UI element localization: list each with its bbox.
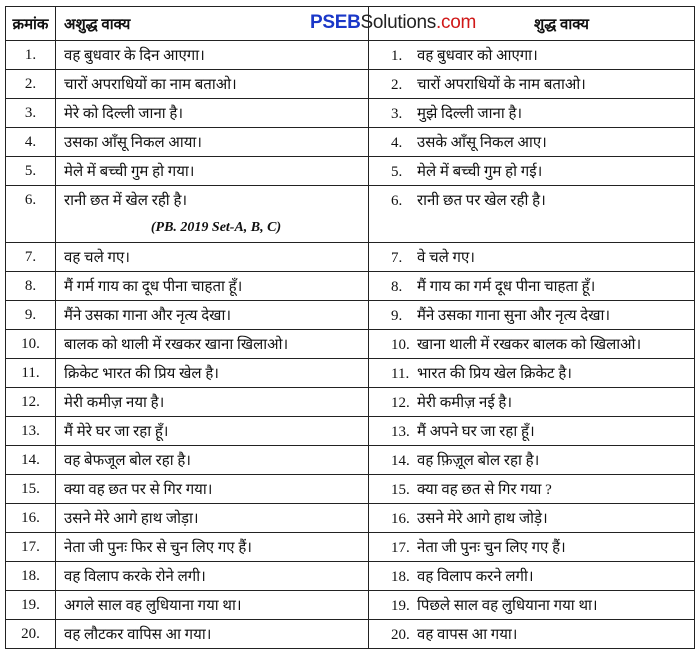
correct-sentence-text: उसके आँसू निकल आए। [417, 135, 547, 151]
correct-sentence-text: पिछले साल वह लुधियाना गया था। [417, 598, 598, 614]
incorrect-sentence: क्रिकेट भारत की प्रिय खेल है। [56, 359, 369, 388]
correct-serial-number: 1. [391, 48, 403, 64]
correct-sentence-text: चारों अपराधियों के नाम बताओ। [417, 77, 586, 93]
header-correct: शुद्ध वाक्य [369, 7, 695, 41]
correct-sentence [369, 157, 695, 186]
watermark-logo [310, 12, 476, 34]
incorrect-sentence: नेता जी पुनः फिर से चुन लिए गए हैं। [56, 533, 369, 562]
table-row [6, 301, 695, 330]
table-row [6, 620, 695, 649]
incorrect-sentence: वह विलाप करके रोने लगी। [56, 562, 369, 591]
correct-sentence-text: मुझे दिल्ली जाना है। [417, 106, 523, 122]
correct-serial-number: 20. [391, 627, 410, 643]
correct-sentence [369, 272, 695, 301]
correct-serial-number: 7. [391, 250, 403, 266]
empty-cell [369, 214, 695, 243]
table-row [6, 533, 695, 562]
correct-serial-number: 4. [391, 135, 403, 151]
serial-number: 12. [6, 388, 56, 417]
watermark-name: Solutions [360, 12, 437, 33]
correct-sentence-text: मैं अपने घर जा रहा हूँ। [417, 424, 535, 440]
serial-number: 10. [6, 330, 56, 359]
table-row [6, 591, 695, 620]
correct-sentence [369, 41, 695, 70]
source-note-row [6, 214, 695, 243]
correct-sentence-text: भारत की प्रिय खेल क्रिकेट है। [417, 366, 572, 382]
incorrect-sentence: वह बुधवार के दिन आएगा। [56, 41, 369, 70]
correct-sentence-text: मैं गाय का गर्म दूध पीना चाहता हूँ। [417, 279, 596, 295]
correct-serial-number: 18. [391, 569, 410, 585]
table-row [6, 70, 695, 99]
incorrect-sentence: मेरी कमीज़ नया है। [56, 388, 369, 417]
incorrect-sentence: वह चले गए। [56, 243, 369, 272]
table-row [6, 272, 695, 301]
correct-sentence-text: वह बुधवार को आएगा। [417, 48, 538, 64]
incorrect-sentence: मैंने उसका गाना और नृत्य देखा। [56, 301, 369, 330]
table-row [6, 388, 695, 417]
serial-number: 20. [6, 620, 56, 649]
serial-number: 1. [6, 41, 56, 70]
incorrect-sentence: मैं गर्म गाय का दूध पीना चाहता हूँ। [56, 272, 369, 301]
incorrect-sentence: वह बेफजूल बोल रहा है। [56, 446, 369, 475]
correct-sentence-text: खाना थाली में रखकर बालक को खिलाओ। [417, 337, 642, 353]
correct-sentence [369, 128, 695, 157]
correct-sentence-text: वह वापस आ गया। [417, 627, 518, 643]
table-row [6, 128, 695, 157]
correct-sentence [369, 388, 695, 417]
correct-serial-number: 8. [391, 279, 403, 295]
table-row [6, 359, 695, 388]
serial-number: 7. [6, 243, 56, 272]
table-row [6, 99, 695, 128]
incorrect-sentence: क्या वह छत पर से गिर गया। [56, 475, 369, 504]
correct-serial-number: 5. [391, 164, 403, 180]
serial-number: 16. [6, 504, 56, 533]
correct-sentence-text: क्या वह छत से गिर गया ? [417, 482, 552, 498]
correct-serial-number: 16. [391, 511, 410, 527]
correct-serial-number: 9. [391, 308, 403, 324]
correct-sentence [369, 359, 695, 388]
serial-number: 3. [6, 99, 56, 128]
table-row [6, 475, 695, 504]
correct-sentence [369, 99, 695, 128]
correct-sentence [369, 446, 695, 475]
serial-number: 14. [6, 446, 56, 475]
table-row [6, 562, 695, 591]
header-serial: क्रमांक [6, 7, 56, 41]
correct-serial-number: 6. [391, 193, 403, 209]
correct-serial-number: 19. [391, 598, 410, 614]
incorrect-sentence: अगले साल वह लुधियाना गया था। [56, 591, 369, 620]
table-row [6, 157, 695, 186]
sentence-correction-table [5, 6, 695, 649]
incorrect-sentence: मेरे को दिल्ली जाना है। [56, 99, 369, 128]
correct-sentence [369, 591, 695, 620]
table-row [6, 504, 695, 533]
correct-sentence [369, 243, 695, 272]
incorrect-sentence: बालक को थाली में रखकर खाना खिलाओ। [56, 330, 369, 359]
correct-sentence [369, 475, 695, 504]
serial-number: 13. [6, 417, 56, 446]
correct-sentence-text: वे चले गए। [417, 250, 475, 266]
correct-sentence [369, 186, 695, 215]
correct-sentence-text: वह विलाप करने लगी। [417, 569, 534, 585]
correct-sentence [369, 70, 695, 99]
serial-number: 5. [6, 157, 56, 186]
serial-number: 9. [6, 301, 56, 330]
incorrect-sentence: वह लौटकर वापिस आ गया। [56, 620, 369, 649]
incorrect-sentence: उसने मेरे आगे हाथ जोड़ा। [56, 504, 369, 533]
correct-sentence-text: मेले में बच्ची गुम हो गई। [417, 164, 543, 180]
incorrect-sentence: मैं मेरे घर जा रहा हूँ। [56, 417, 369, 446]
table-row [6, 186, 695, 215]
watermark-brand: PSEB [310, 12, 361, 33]
correct-sentence [369, 330, 695, 359]
table-row [6, 330, 695, 359]
correct-sentence [369, 620, 695, 649]
table-row [6, 417, 695, 446]
table-row [6, 41, 695, 70]
correct-sentence-text: वह फ़िज़ूल बोल रहा है। [417, 453, 540, 469]
correct-sentence-text: उसने मेरे आगे हाथ जोड़े। [417, 511, 548, 527]
incorrect-sentence: उसका आँसू निकल आया। [56, 128, 369, 157]
correct-sentence [369, 504, 695, 533]
correct-serial-number: 13. [391, 424, 410, 440]
header-incorrect: अशुद्ध वाक्य [56, 7, 369, 41]
serial-number: 18. [6, 562, 56, 591]
incorrect-sentence: मेले में बच्ची गुम हो गया। [56, 157, 369, 186]
serial-number: 15. [6, 475, 56, 504]
correct-sentence [369, 417, 695, 446]
correct-sentence [369, 562, 695, 591]
serial-number: 19. [6, 591, 56, 620]
correct-serial-number: 3. [391, 106, 403, 122]
correct-sentence [369, 533, 695, 562]
correct-sentence [369, 301, 695, 330]
serial-number: 4. [6, 128, 56, 157]
correct-serial-number: 11. [391, 366, 410, 382]
empty-cell [6, 214, 56, 243]
correct-sentence-text: मेरी कमीज़ नई है। [417, 395, 513, 411]
correct-serial-number: 17. [391, 540, 410, 556]
correct-serial-number: 2. [391, 77, 403, 93]
table-row [6, 243, 695, 272]
serial-number: 2. [6, 70, 56, 99]
correct-serial-number: 15. [391, 482, 410, 498]
source-note: (PB. 2019 Set-A, B, C) [56, 214, 369, 243]
incorrect-sentence: रानी छत में खेल रही है। [56, 186, 369, 215]
correct-serial-number: 12. [391, 395, 410, 411]
serial-number: 11. [6, 359, 56, 388]
correct-sentence-text: नेता जी पुनः चुन लिए गए हैं। [417, 540, 566, 556]
serial-number: 6. [6, 186, 56, 215]
correct-serial-number: 10. [391, 337, 410, 353]
serial-number: 8. [6, 272, 56, 301]
correct-serial-number: 14. [391, 453, 410, 469]
incorrect-sentence: चारों अपराधियों का नाम बताओ। [56, 70, 369, 99]
correct-sentence-text: रानी छत पर खेल रही है। [417, 193, 546, 209]
serial-number: 17. [6, 533, 56, 562]
table-row [6, 446, 695, 475]
correct-sentence-text: मैंने उसका गाना सुना और नृत्य देखा। [417, 308, 611, 324]
watermark-tld: .com [436, 12, 476, 33]
